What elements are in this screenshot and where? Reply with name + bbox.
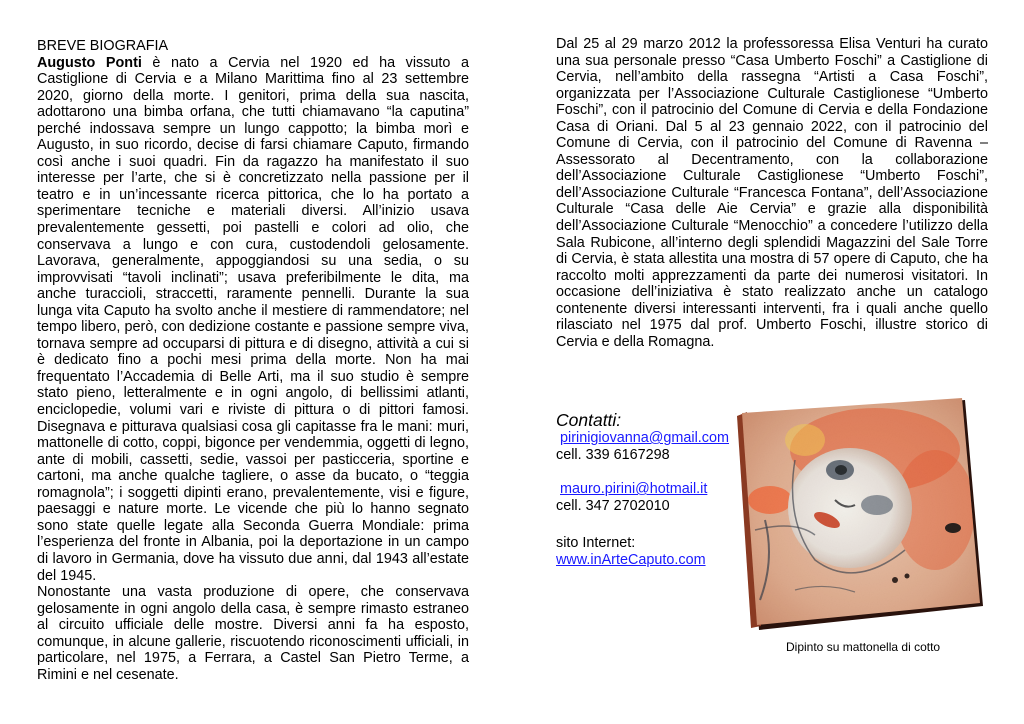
biography-heading: BREVE BIOGRAFIA <box>37 38 169 54</box>
exhibitions-paragraph: Dal 25 al 29 marzo 2012 la professoressa Elisa Venturi ha curato una sua personale presso “Casa Umberto Foschi” a Castiglione di Cervia, nell’ambito della rassegna “Artisti a Casa Foschi”, organizzata per l’Associazione Culturale Castiglionese “Umberto Foschi”, con il patrocinio del Comune di Cervia e della Fondazione Casa di Oriani. Dal 5 al 23 gennaio 2022, con il patrocinio del Comune di Cervia, con il patrocinio del Comune di Ravenna – Assessorato al Decentramento, con la collaborazione dell’Associazione Culturale Castiglionese “Umberto Foschi”, dell’Associazione Culturale “Francesca Fontana”, dell’Associazione Culturale “Casa delle Aie Cervia” e grazie alla disponibilità dell’Associazione Culturale “Menocchio” a concedere l’utilizzo della Sala Rubicone, all’interno degli splendidi Magazzini del Sale Torre di Cervia, è stata allestita una mostra di 57 opere di Caputo, che ha raccolto molti apprezzamenti da parte dei numerosi visitatori. In occasione dell’iniziativa è stato realizzato anche un catalogo contenente diversi interessanti interventi, fra i quali anche quello rilasciato nel 1975 dal prof. Umberto Foschi, illustre storico di Cervia e della Romagna. <box>556 36 988 350</box>
artwork-tile-image <box>735 390 990 635</box>
email-link-2[interactable]: mauro.pirini@hotmail.it <box>560 481 708 497</box>
biography-paragraph-2: Nonostante una vasta produzione di opere, che conservava gelosamente in ogni angolo della casa, è sempre rimasto estraneo al circuito ufficiale delle mostre. Diversi anni fa ha esposto, comunque, in alcune gallerie, riscuotendo riconoscimenti ufficiali, in particolare, nel 1975, a Ferrara, a Castel San Pietro Terme, a Rimini e nel cesenate. <box>37 584 469 683</box>
phone-1: cell. 339 6167298 <box>556 447 670 463</box>
biography-column <box>37 38 469 683</box>
exhibitions-column <box>556 36 988 350</box>
email-link-1[interactable]: pirinigiovanna@gmail.com <box>560 430 729 446</box>
painted-tile-illustration <box>735 390 990 635</box>
biography-paragraph-1 <box>37 55 469 585</box>
phone-2: cell. 347 2702010 <box>556 498 670 514</box>
biography-text-1: è nato a Cervia nel 1920 ed ha vissuto a Castiglione di Cervia e a Milano Marittima fino al 23 settembre 2020, giorno della morte. I genitori, prima della sua nascita, adottarono una bimba orfana, che tutti chiamavano “la caputina” perché indossava sempre un lungo cappotto; la bimba morì e Augusto, in suo ricordo, decise di farsi chiamare Caputo, firmando così anche i suoi quadri. Fin da ragazzo ha manifestato il suo interesse per l’arte, che si è concretizzato nella passione per il teatro e in un’incessante ricerca pittorica, che lo ha portato a sperimentare tecniche e materiali diversi. All’inizio usava prevalentemente gessetti, poi pastelli e colori ad olio, che conservava a lungo e con cura, custodendoli gelosamente. Lavorava, generalmente, appoggiandosi su una sedia, o su improvvisati “tavoli inclinati”; usava preferibilmente le dita, ma anche turaccioli, straccetti, raramente pennelli. Durante la sua lunga vita Caputo ha svolto anche il mestiere di rammendatore; nel tempo libero, però, con dedizione costante e passione sempre viva, tornava sempre ad occuparsi di pittura e di disegno, attività a cui si è dedicato fino a pochi mesi prima della morte. Non ha mai frequentato l’Accademia di Belle Arti, ma il suo studio è sempre stato pieno, letteralmente e in ogni angolo, di bellissimi atlanti, enciclopedie, volumi vari e riviste di pittura o di pittori famosi. Disegnava e pitturava qualsiasi cosa gli capitasse fra le mani: muri, mattonelle di cotto, coppi, bigonce per vendemmia, oggetti di legno, ante di mobili, cassetti, sedie, vassoi per pasticceria, sportine e cartoni, ma anche qualche tagliere, o asse da bucato, o “teggia romagnola”; i soggetti dipinti erano, prevalentemente, visi e figure, paesaggi e nature morte. Le vicende che più lo hanno segnato sono state quelle legate alla Seconda Guerra Mondiale: prima l’esperienza del fronte in Albania, poi la deportazione in un campo di lavoro in Germania, dove ha vissuto due anni, dal 1943 all’estate del 1945. <box>37 54 469 584</box>
contacts-title: Contatti: <box>556 410 622 430</box>
website-link[interactable]: www.inArteCaputo.com <box>556 552 706 568</box>
artwork-caption: Dipinto su mattonella di cotto <box>786 640 941 654</box>
artist-name: Augusto Ponti <box>37 54 142 71</box>
contacts-section <box>556 410 756 569</box>
website-label: sito Internet: <box>556 535 636 551</box>
